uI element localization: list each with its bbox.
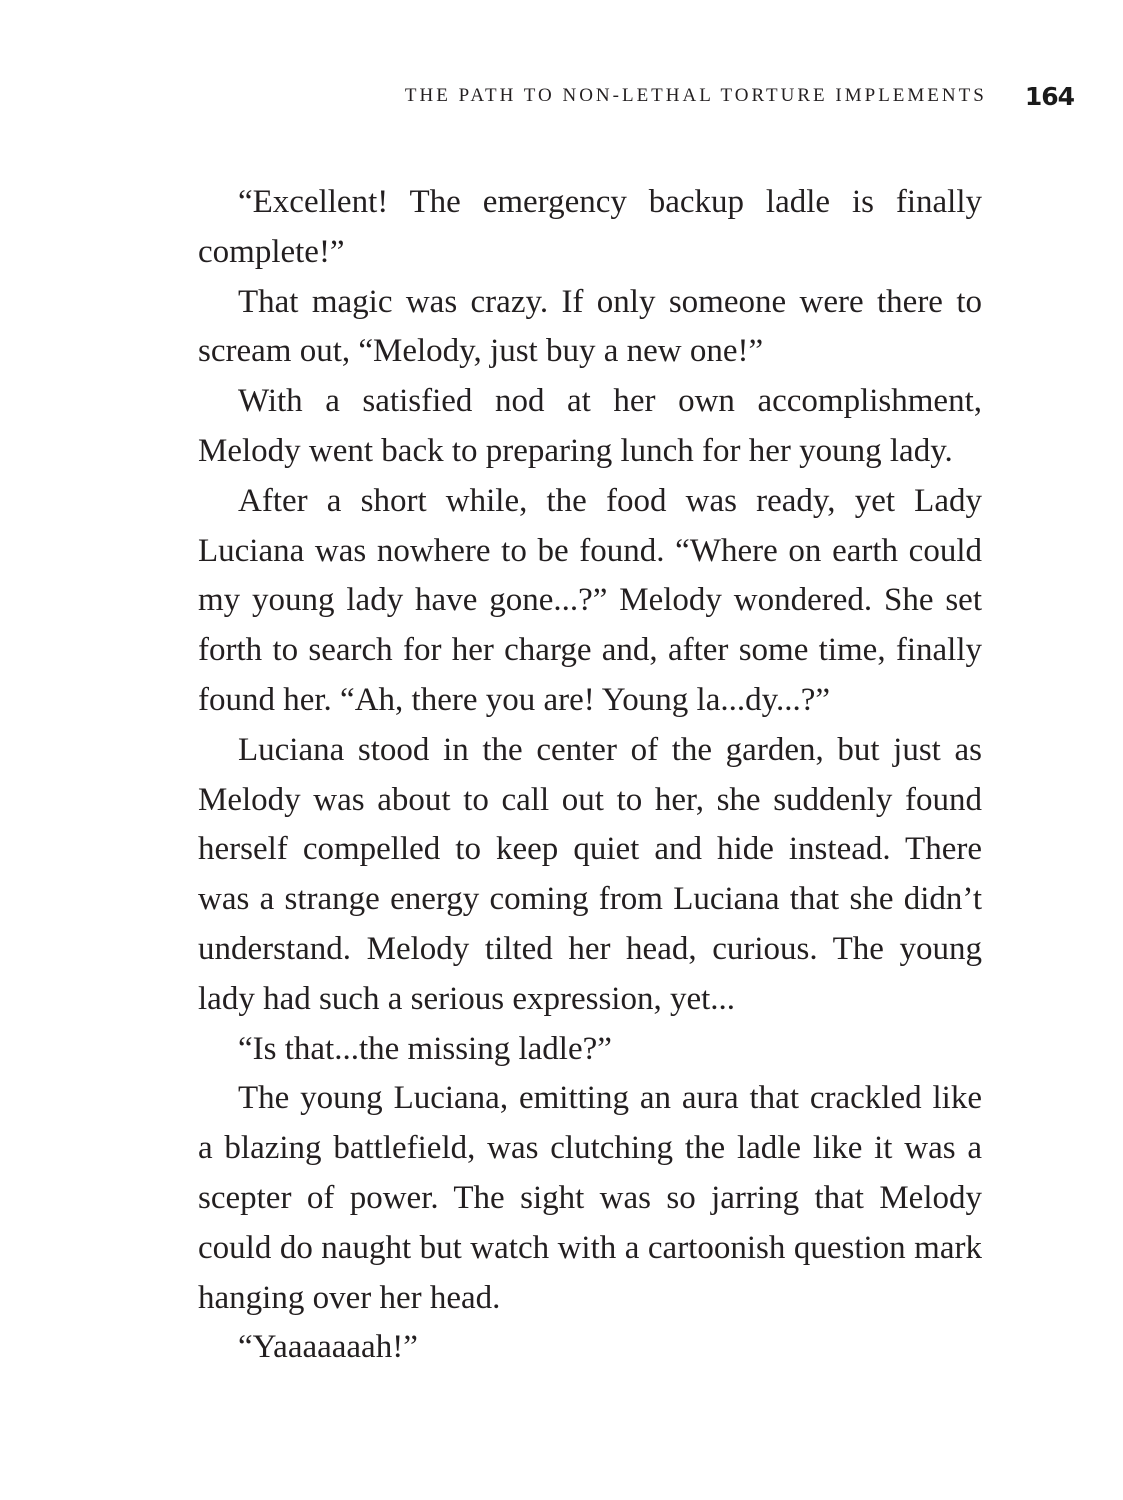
body-text (198, 178, 982, 1373)
paragraph: That magic was crazy. If only someone were there to scream out, “Melody, just buy a new one!” (198, 283, 982, 370)
page-number: 164 (1024, 81, 1074, 111)
running-header (0, 76, 1074, 116)
paragraph: “Yaaaaaaah!” (238, 1329, 418, 1366)
paragraph: “Excellent! The emergency backup ladle is finally complete!” (198, 184, 982, 270)
paragraph: After a short while, the food was ready, yet Lady Luciana was nowhere to be found. “Where on earth could my young lady have gone...?” Melody wondered. She set forth to search for her charge and, after some time, finally found her. “Ah, there you are! Young la...dy...?” (198, 482, 982, 718)
chapter-title: THE PATH TO NON-LETHAL TORTURE IMPLEMENTS (404, 85, 987, 106)
paragraph: With a satisfied nod at her own accomplishment, Melody went back to preparing lunch for her young lady. (198, 383, 982, 469)
paragraph: “Is that...the missing ladle?” (238, 1030, 612, 1067)
paragraph: The young Luciana, emitting an aura that crackled like a blazing battlefield, was clutching the ladle like it was a scepter of power. The sight was so jarring that Melody could do naught but watch with a cartoonish question mark hanging over her head. (198, 1080, 982, 1316)
paragraph: Luciana stood in the center of the garden, but just as Melody was about to call out to her, she suddenly found herself compelled to keep quiet and hide instead. There was a strange energy coming from Luciana that she didn’t understand. Melody tilted her head, curious. The young lady had such a serious expression, yet... (198, 731, 982, 1017)
